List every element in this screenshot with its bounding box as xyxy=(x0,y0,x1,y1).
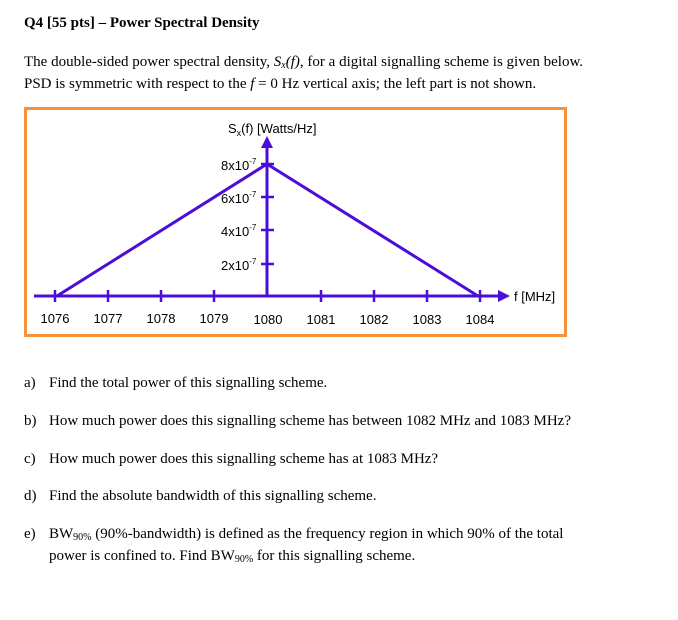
question-title: Q4 [55 pts] – Power Spectral Density xyxy=(24,15,260,31)
question-text: How much power does this signalling scheme has between 1082 MHz and 1083 MHz? xyxy=(49,413,571,429)
svg-text:1079: 1079 xyxy=(199,311,229,326)
intro-line-2 xyxy=(24,75,664,93)
psd-chart xyxy=(27,110,564,334)
intro-line-1 xyxy=(24,53,664,75)
svg-text:1084: 1084 xyxy=(465,312,495,327)
psd-symbol: $S_x(f)$ xyxy=(273,54,300,71)
f-symbol: f xyxy=(250,76,255,92)
svg-text:1081: 1081 xyxy=(306,312,336,327)
y-tick-label: $6x10^{-7}$ xyxy=(221,190,257,206)
question-text: $BW_{90\%}$ (90%-bandwidth) is defined as the frequency region in which 90% of the total power is confined to. Find $BW_{90\%}$ for this signalling scheme. xyxy=(49,526,564,565)
y-tick-label: $2x10^{-7}$ xyxy=(221,257,257,273)
psd-chart-frame xyxy=(24,107,567,337)
svg-text:1078: 1078 xyxy=(146,311,176,326)
y-axis-label: $S_x(f)$ [Watts/Hz] xyxy=(228,121,317,138)
svg-text:1077: 1077 xyxy=(93,311,123,326)
question-text: How much power does this signalling scheme has at 1083 MHz? xyxy=(49,451,439,467)
question-label: e) xyxy=(24,526,36,542)
svg-text:1080: 1080 xyxy=(253,312,283,327)
question-text: Find the total power of this signalling scheme. xyxy=(49,375,328,391)
question-label: b) xyxy=(24,413,37,429)
y-tick-label: $8x10^{-7}$ xyxy=(221,157,257,173)
svg-text:1076: 1076 xyxy=(40,311,70,326)
question-label: c) xyxy=(24,451,36,467)
intro-line-1-pre: The double-sided power spectral density, xyxy=(24,54,274,70)
question-label: d) xyxy=(24,488,37,504)
svg-text:1082: 1082 xyxy=(359,312,389,327)
x-axis-arrow-icon xyxy=(498,290,510,302)
y-tick-label: $4x10^{-7}$ xyxy=(221,223,257,239)
svg-text:1083: 1083 xyxy=(412,312,442,327)
question-text: Find the absolute bandwidth of this signalling scheme. xyxy=(49,488,377,504)
y-axis-arrow-icon xyxy=(261,136,273,148)
x-axis-label: f [MHz] xyxy=(514,289,556,304)
intro-line-2-pre: PSD is symmetric with respect to the xyxy=(24,76,251,92)
intro-text xyxy=(24,53,664,93)
x-tick-labels xyxy=(41,311,495,327)
question-label: a) xyxy=(24,375,36,391)
intro-line-2-post: = 0 Hz vertical axis; the left part is not shown. xyxy=(254,76,537,92)
intro-line-1-post: , for a digital signalling scheme is given below. xyxy=(299,54,584,70)
